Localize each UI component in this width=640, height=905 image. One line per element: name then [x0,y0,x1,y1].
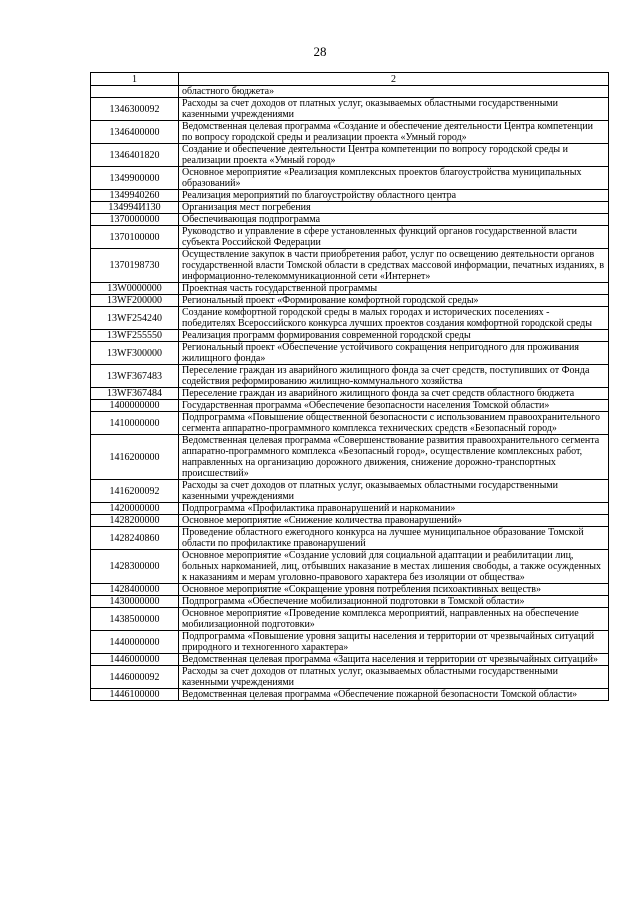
table-row [91,412,609,435]
row-code: 1446100000 [91,689,179,701]
table-row [91,596,609,608]
row-name: Ведомственная целевая программа «Совершенствование развития правоохранительного сегмента аппаратно-программного комплекса «Безопасный город», осуществление комплексных работ, направленных на организацию дорожного движения, снижение дорожно-транспортных происшествий» [179,435,609,480]
row-name: Расходы за счет доходов от платных услуг, оказываемых областными государственными казенными учреждениями [179,666,609,689]
table-row [91,365,609,388]
table-row [91,307,609,330]
row-name: Обеспечивающая подпрограмма [179,214,609,226]
row-name: Подпрограмма «Обеспечение мобилизационной подготовки в Томской области» [179,596,609,608]
table-row [91,631,609,654]
row-name: Организация мест погребения [179,202,609,214]
row-code: 13WF300000 [91,342,179,365]
row-name: Создание и обеспечение деятельности Центра компетенции по вопросу городской среды и реализации проекта «Умный город» [179,144,609,167]
table-row [91,330,609,342]
row-code: 1428240860 [91,527,179,550]
row-code: 13W0000000 [91,283,179,295]
row-name: Расходы за счет доходов от платных услуг, оказываемых областными государственными казенными учреждениями [179,480,609,503]
table-row [91,689,609,701]
row-code: 13WF200000 [91,295,179,307]
table-row [91,527,609,550]
table-body [91,86,609,701]
table-row [91,295,609,307]
page-number: 28 [313,44,327,59]
row-name: Реализация мероприятий по благоустройству областного центра [179,190,609,202]
column-header-code: 1 [91,73,179,86]
row-name: Проведение областного ежегодного конкурса на лучшее муниципальное образование Томской области по профилактике правонарушений [179,527,609,550]
row-name: Ведомственная целевая программа «Создание и обеспечение деятельности Центра компетенции по вопросу городской среды и реализации проекта «Умный город» [179,121,609,144]
row-name: Основное мероприятие «Снижение количества правонарушений» [179,515,609,527]
row-code: 1349940260 [91,190,179,202]
table-row [91,584,609,596]
row-name: Подпрограмма «Профилактика правонарушений и наркомании» [179,503,609,515]
row-code: 1440000000 [91,631,179,654]
row-code: 1428400000 [91,584,179,596]
row-code: 1349900000 [91,167,179,190]
row-code: 134994И130 [91,202,179,214]
table-row [91,226,609,249]
row-code: 1446000000 [91,654,179,666]
table-row [91,388,609,400]
budget-classification-table [90,72,609,701]
row-code: 1346400000 [91,121,179,144]
table-row [91,86,609,98]
row-name: Создание комфортной городской среды в малых городах и исторических поселениях - победителях Всероссийского конкурса лучших проектов создания комфортной городской среды [179,307,609,330]
row-code: 1416200092 [91,480,179,503]
row-name: Государственная программа «Обеспечение безопасности населения Томской области» [179,400,609,412]
table-row [91,249,609,283]
table-row [91,144,609,167]
row-name: Ведомственная целевая программа «Обеспечение пожарной безопасности Томской области» [179,689,609,701]
table-row [91,283,609,295]
row-name: Подпрограмма «Повышение уровня защиты населения и территории от чрезвычайных ситуаций природного и техногенного характера» [179,631,609,654]
row-name: Подпрограмма «Повышение общественной безопасности с использованием правоохранительного сегмента аппаратно-программного комплекса технических средств «Безопасный город» [179,412,609,435]
row-name: Основное мероприятие «Создание условий для социальной адаптации и реабилитации лиц, больных наркоманией, лиц, отбывших наказание в местах лишения свободы, а также осужденных к наказаниям и мерам уголовно-правового характера без изоляции от общества» [179,550,609,584]
column-header-name: 2 [179,73,609,86]
table-header-row [91,73,609,86]
table-row [91,503,609,515]
row-code: 1410000000 [91,412,179,435]
row-code: 1430000000 [91,596,179,608]
row-name: Региональный проект «Формирование комфортной городской среды» [179,295,609,307]
table-row [91,214,609,226]
table-row [91,121,609,144]
row-name: Руководство и управление в сфере установленных функций органов государственной власти субъекта Российской Федерации [179,226,609,249]
row-code: 1420000000 [91,503,179,515]
table-row [91,400,609,412]
row-code: 1428300000 [91,550,179,584]
row-code: 1346300092 [91,98,179,121]
row-name: Основное мероприятие «Проведение комплекса мероприятий, направленных на обеспечение мобилизационной подготовки» [179,608,609,631]
row-name: Основное мероприятие «Сокращение уровня потребления психоактивных веществ» [179,584,609,596]
table-row [91,167,609,190]
table-row [91,608,609,631]
table-row [91,515,609,527]
row-name: Расходы за счет доходов от платных услуг, оказываемых областными государственными казенными учреждениями [179,98,609,121]
row-name: областного бюджета» [179,86,609,98]
row-code: 13WF367484 [91,388,179,400]
row-name: Переселение граждан из аварийного жилищного фонда за счет средств, поступивших от Фонда содействия реформированию жилищно-коммунального хозяйства [179,365,609,388]
row-name: Региональный проект «Обеспечение устойчивого сокращения непригодного для проживания жилищного фонда» [179,342,609,365]
table-row [91,666,609,689]
row-name: Основное мероприятие «Реализация комплексных проектов благоустройства муниципальных образований» [179,167,609,190]
row-name: Переселение граждан из аварийного жилищного фонда за счет средств областного бюджета [179,388,609,400]
table-row [91,435,609,480]
row-name: Осуществление закупок в части приобретения работ, услуг по освещению деятельности органов государственной власти Томской области в средствах массовой информации, печатных изданиях, в информационно-телекоммуникационной сети «Интернет» [179,249,609,283]
row-code: 1416200000 [91,435,179,480]
table-row [91,480,609,503]
row-code: 1370198730 [91,249,179,283]
row-code: 1400000000 [91,400,179,412]
row-code: 1428200000 [91,515,179,527]
table-row [91,202,609,214]
row-name: Проектная часть государственной программы [179,283,609,295]
row-name: Ведомственная целевая программа «Защита населения и территории от чрезвычайных ситуаций» [179,654,609,666]
row-code: 1346401820 [91,144,179,167]
table-row [91,98,609,121]
row-code: 1370100000 [91,226,179,249]
table-row [91,342,609,365]
table-row [91,550,609,584]
row-code: 1370000000 [91,214,179,226]
row-name: Реализация программ формирования современной городской среды [179,330,609,342]
row-code: 1438500000 [91,608,179,631]
row-code: 13WF254240 [91,307,179,330]
table-row [91,190,609,202]
row-code: 13WF255550 [91,330,179,342]
row-code [91,86,179,98]
table-row [91,654,609,666]
row-code: 13WF367483 [91,365,179,388]
row-code: 1446000092 [91,666,179,689]
